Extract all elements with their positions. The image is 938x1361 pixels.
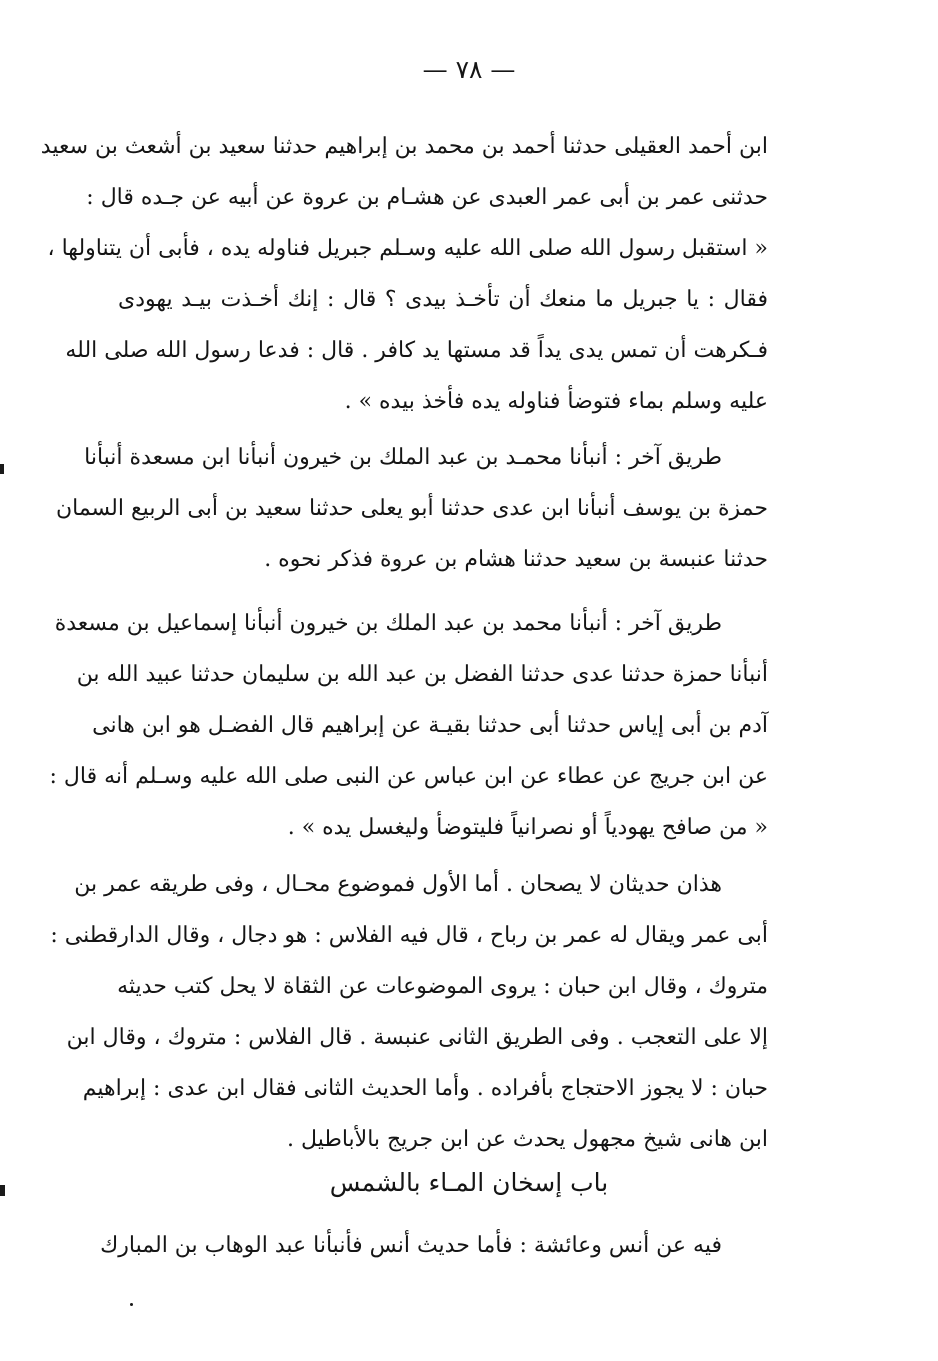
scan-margin-mark: [0, 464, 4, 474]
text-line: فقال : يا جبريل ما منعك أن تأخـذ بيدى ؟ قال : إنك أخـذت بيـد يهودى: [118, 287, 768, 312]
text-line: أنبأنا حمزة حدثنا عدى حدثنا الفضل بن عبد الله بن سليمان حدثنا عبيد الله بن: [76, 662, 768, 687]
paragraph-commentary: [50, 859, 768, 1165]
paragraph-tariq-akhar-1: [55, 432, 768, 585]
text-line: حدثنى عمر بن أبى عمر العبدى عن هشـام بن عروة عن أبيه عن جـده قال :: [86, 185, 768, 210]
text-line: هذان حديثان لا يصحان . أما الأول فموضوع محـال ، وفى طريقه عمر بن: [74, 872, 722, 897]
text-line: فـكرهت أن تمس يدى يداً قد مستها يد كافر . قال : فدعا رسول الله صلى الله: [65, 338, 768, 363]
text-line: « من صافح يهودياً أو نصرانياً فليتوضأ وليغسل يده » .: [287, 815, 768, 840]
page-number: — ٧٨ —: [422, 55, 516, 84]
text-line: متروك ، وقال ابن حبان : يروى الموضوعات عن الثقاة لا يحل كتب حديثه: [117, 974, 768, 999]
text-line: ابن هانى شيخ مجهول يحدث عن ابن جريج بالأباطيل .: [287, 1127, 768, 1152]
text-line: عن ابن جريج عن عطاء عن ابن عباس عن النبى صلى الله عليه وسـلم أنه قال :: [49, 764, 768, 789]
text-line: فيه عن أنس وعائشة : فأما حديث أنس فأنبأنا عبد الوهاب بن المبارك: [100, 1233, 722, 1258]
scan-margin-mark: [0, 1185, 5, 1196]
paragraph-hadith-jibril: [40, 121, 768, 427]
text-line: طريق آخر : أنبأنا محمـد بن عبد الملك بن خيرون أنبأنا ابن مسعدة أنبأنا: [84, 445, 722, 470]
text-line: ابن أحمد العقيلى حدثنا أحمد بن محمد بن إبراهيم حدثنا سعيد بن أشعث بن سعيد: [40, 134, 768, 159]
scan-speck: [130, 1303, 133, 1306]
text-line: حدثنا عنبسة بن سعيد حدثنا هشام بن عروة فذكر نحوه .: [264, 547, 768, 572]
text-line: أبى عمر ويقال له عمر بن رباح ، قال فيه الفلاس : هو دجال ، وقال الدارقطنى :: [50, 923, 768, 948]
paragraph-tariq-akhar-2: [49, 598, 768, 853]
text-line: « استقبل رسول الله صلى الله عليه وسـلم جبريل فناوله يده ، فأبى أن يتناولها ،: [47, 236, 768, 261]
paragraph-section-intro: [100, 1220, 768, 1271]
text-line: حمزة بن يوسف أنبأنا ابن عدى حدثنا أبو يعلى حدثنا سعيد بن أبى الربيع السمان: [55, 496, 768, 521]
text-line: إلا على التعجب . وفى الطريق الثانى عنبسة . قال الفلاس : متروك ، وقال ابن: [66, 1025, 768, 1050]
text-line: طريق آخر : أنبأنا محمد بن عبد الملك بن خيرون أنبأنا إسماعيل بن مسعدة: [54, 611, 722, 636]
text-line: حبان : لا يجوز الاحتجاج بأفراده . وأما الحديث الثانى فقال ابن عدى : إبراهيم: [82, 1076, 768, 1101]
text-line: آدم بن أبى إياس حدثنا أبى حدثنا بقيـة عن إبراهيم قال الفضـل هو ابن هانى: [92, 713, 768, 738]
text-line: عليه وسلم بماء فتوضأ فناوله يده فأخذ بيده » .: [344, 389, 768, 414]
section-heading: باب إسخان المـاء بالشمس: [329, 1168, 609, 1197]
